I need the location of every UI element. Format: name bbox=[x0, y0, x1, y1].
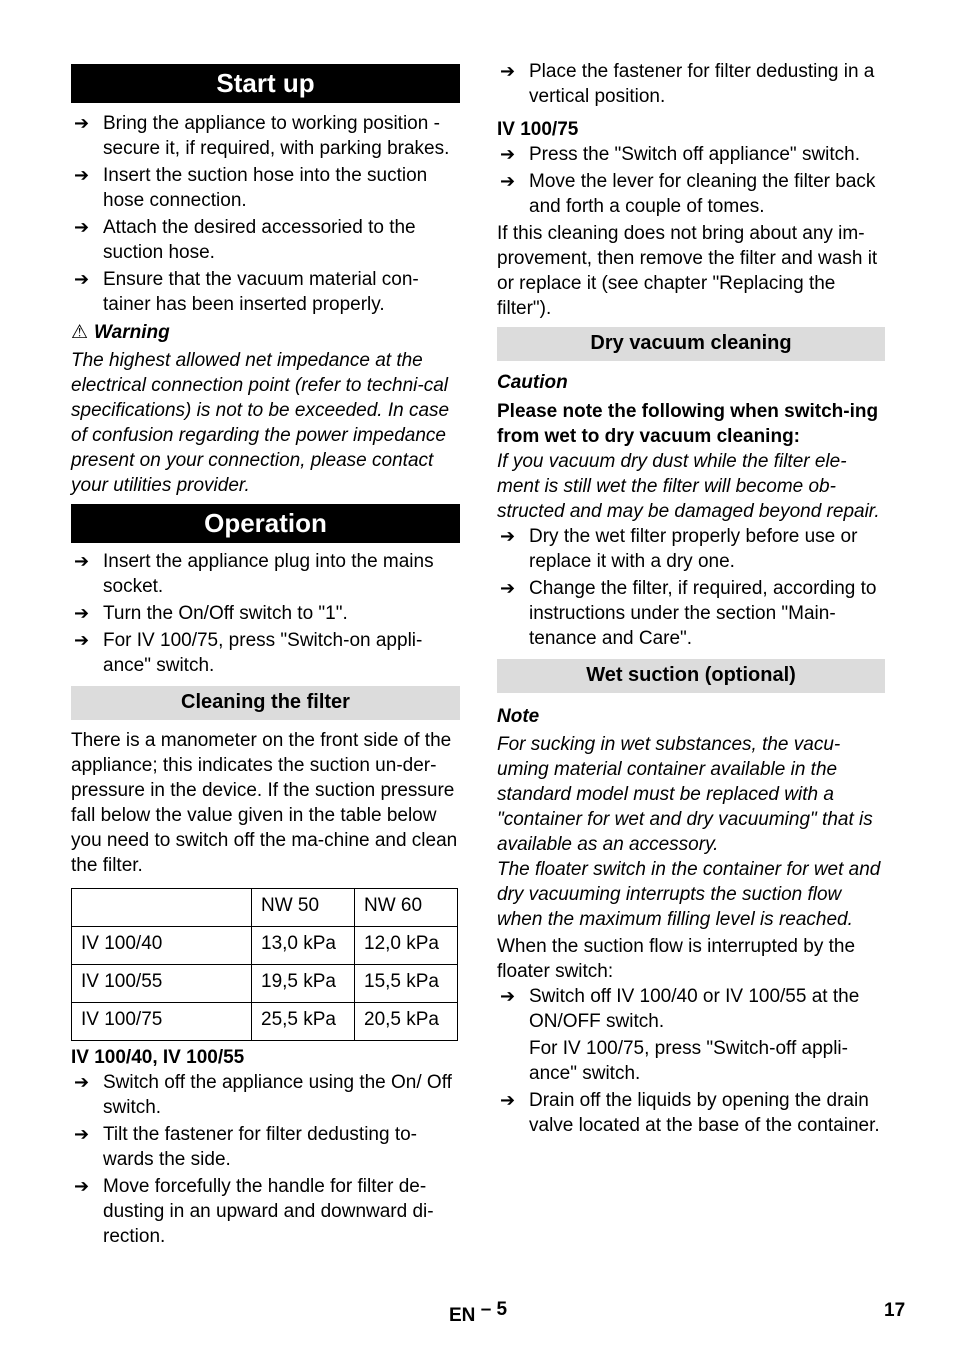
table-cell: NW 50 bbox=[252, 889, 355, 927]
list-item: ➔ Press the "Switch off appliance" switch. bbox=[500, 144, 861, 165]
dry-steps bbox=[497, 524, 885, 651]
arrow-right-icon: ➔ bbox=[74, 269, 90, 289]
section-title-start-up: Start up bbox=[71, 64, 460, 103]
arrow-right-icon: ➔ bbox=[74, 1072, 90, 1092]
arrow-right-icon: ➔ bbox=[74, 1176, 90, 1196]
table-cell: IV 100/75 bbox=[72, 1003, 252, 1041]
startup-steps bbox=[71, 111, 460, 317]
warning-heading: ⚠ Warning bbox=[71, 322, 170, 343]
caution-label: Caution bbox=[497, 372, 568, 393]
table-row bbox=[72, 889, 458, 927]
list-item: ➔ Bring the appliance to working position - secure it, if required, with parking brakes. bbox=[74, 113, 450, 159]
section-title-wet-suction: Wet suction (optional) bbox=[497, 659, 885, 693]
section-title-dry-vacuum: Dry vacuum cleaning bbox=[497, 327, 885, 361]
footer-language: EN – 5 bbox=[449, 1299, 508, 1326]
arrow-right-icon: ➔ bbox=[74, 217, 90, 237]
arrow-right-icon: ➔ bbox=[74, 603, 90, 623]
list-item: ➔ Insert the suction hose into the suction hose connection. bbox=[74, 165, 428, 211]
table-cell: 20,5 kPa bbox=[355, 1003, 458, 1041]
list-item: ➔ Move forcefully the handle for filter de-dusting in an upward and downward di-rection. bbox=[74, 1176, 434, 1247]
list-item: ➔ Switch off IV 100/40 or IV 100/55 at the ON/OFF switch. bbox=[500, 986, 860, 1032]
arrow-right-icon: ➔ bbox=[74, 630, 90, 650]
table-cell: 25,5 kPa bbox=[252, 1003, 355, 1041]
table-row bbox=[72, 1003, 458, 1041]
page-number: 17 bbox=[884, 1300, 906, 1321]
wet-steps bbox=[497, 984, 885, 1034]
left-column bbox=[71, 57, 460, 1251]
right-column bbox=[497, 57, 885, 1140]
table-cell: 12,0 kPa bbox=[355, 927, 458, 965]
footer-language-page: – 5 bbox=[480, 1299, 508, 1320]
arrow-right-icon: ➔ bbox=[74, 113, 90, 133]
operation-steps bbox=[71, 549, 460, 678]
table-row bbox=[72, 927, 458, 965]
list-item: ➔ Drain off the liquids by opening the drain valve located at the base of the container. bbox=[500, 1090, 880, 1136]
arrow-right-icon: ➔ bbox=[500, 526, 516, 546]
arrow-right-icon: ➔ bbox=[500, 171, 516, 191]
list-item: ➔ Move the lever for cleaning the filter back and forth a couple of tomes. bbox=[500, 171, 876, 217]
note-text-1: For sucking in wet substances, the vacu-uming material container available in the standard model must be replaced with a "container for wet and dry vacuuming" that is available as an accessory. bbox=[497, 734, 873, 855]
arrow-right-icon: ➔ bbox=[500, 986, 516, 1006]
cleaning-text: There is a manometer on the front side of the appliance; this indicates the suction un-der-pressure in the device. If the suction pressure fall below the value given in the table below you need to switch off the ma-chine and clean the filter. bbox=[71, 730, 458, 876]
list-item: ➔ For IV 100/75, press "Switch-on appli-ance" switch. bbox=[74, 630, 423, 676]
list-item: ➔ Change the filter, if required, according to instructions under the section "Main-tenance and Care". bbox=[500, 578, 877, 649]
arrow-right-icon: ➔ bbox=[500, 61, 516, 81]
iv75-text: If this cleaning does not bring about any im-provement, then remove the filter and wash it or replace it (see chapter "Replacing the filter"). bbox=[497, 223, 878, 319]
models-steps bbox=[71, 1070, 460, 1249]
wet-steps-2 bbox=[497, 1088, 885, 1138]
arrow-right-icon: ➔ bbox=[74, 165, 90, 185]
table-cell: 19,5 kPa bbox=[252, 965, 355, 1003]
list-item: ➔ Insert the appliance plug into the mains socket. bbox=[74, 551, 434, 597]
list-item: ➔ Switch off the appliance using the On/ Off switch. bbox=[74, 1072, 452, 1118]
interrupt-text: When the suction flow is interrupted by the floater switch: bbox=[497, 936, 856, 982]
arrow-right-icon: ➔ bbox=[74, 1124, 90, 1144]
table-cell: 15,5 kPa bbox=[355, 965, 458, 1003]
warning-text: The highest allowed net impedance at the electrical connection point (refer to techni-cal specifications) is not to be exceeded. In case of confusion regarding the power impedance present on your connection, please contact your utilities provider. bbox=[71, 350, 450, 496]
table-cell bbox=[72, 889, 252, 927]
table-cell: IV 100/40 bbox=[72, 927, 252, 965]
warning-triangle-icon: ⚠ bbox=[71, 322, 89, 343]
iv75-heading: IV 100/75 bbox=[497, 119, 579, 140]
top-steps bbox=[497, 59, 885, 109]
section-title-operation: Operation bbox=[71, 504, 460, 543]
arrow-right-icon: ➔ bbox=[500, 578, 516, 598]
models-heading: IV 100/40, IV 100/55 bbox=[71, 1047, 245, 1068]
wet-step-sub: For IV 100/75, press "Switch-off appli-ance" switch. bbox=[529, 1038, 848, 1084]
caution-bold-text: Please note the following when switch-ing from wet to dry vacuum cleaning: bbox=[497, 401, 879, 447]
list-item: ➔ Ensure that the vacuum material con-tainer has been inserted properly. bbox=[74, 269, 419, 315]
list-item: ➔ Attach the desired accessoried to the suction hose. bbox=[74, 217, 416, 263]
pressure-table bbox=[71, 888, 458, 1041]
arrow-right-icon: ➔ bbox=[500, 1090, 516, 1110]
table-row bbox=[72, 965, 458, 1003]
caution-text: If you vacuum dry dust while the filter ele-ment is still wet the filter will become ob-structed and may be damaged beyond repair. bbox=[497, 451, 880, 522]
arrow-right-icon: ➔ bbox=[74, 551, 90, 571]
note-label: Note bbox=[497, 706, 540, 727]
table-cell: NW 60 bbox=[355, 889, 458, 927]
list-item: ➔ Turn the On/Off switch to "1". bbox=[74, 603, 348, 624]
list-item: ➔ Dry the wet filter properly before use or replace it with a dry one. bbox=[500, 526, 858, 572]
arrow-right-icon: ➔ bbox=[500, 144, 516, 164]
note-text-2: The floater switch in the container for wet and dry vacuuming interrupts the suction flow when the maximum filling level is reached. bbox=[497, 859, 881, 930]
list-item: ➔ Tilt the fastener for filter dedusting to-wards the side. bbox=[74, 1124, 418, 1170]
section-title-cleaning-filter: Cleaning the filter bbox=[71, 686, 460, 720]
list-item: ➔ Place the fastener for filter dedusting in a vertical position. bbox=[500, 61, 875, 107]
iv75-steps bbox=[497, 142, 885, 219]
table-cell: 13,0 kPa bbox=[252, 927, 355, 965]
table-cell: IV 100/55 bbox=[72, 965, 252, 1003]
